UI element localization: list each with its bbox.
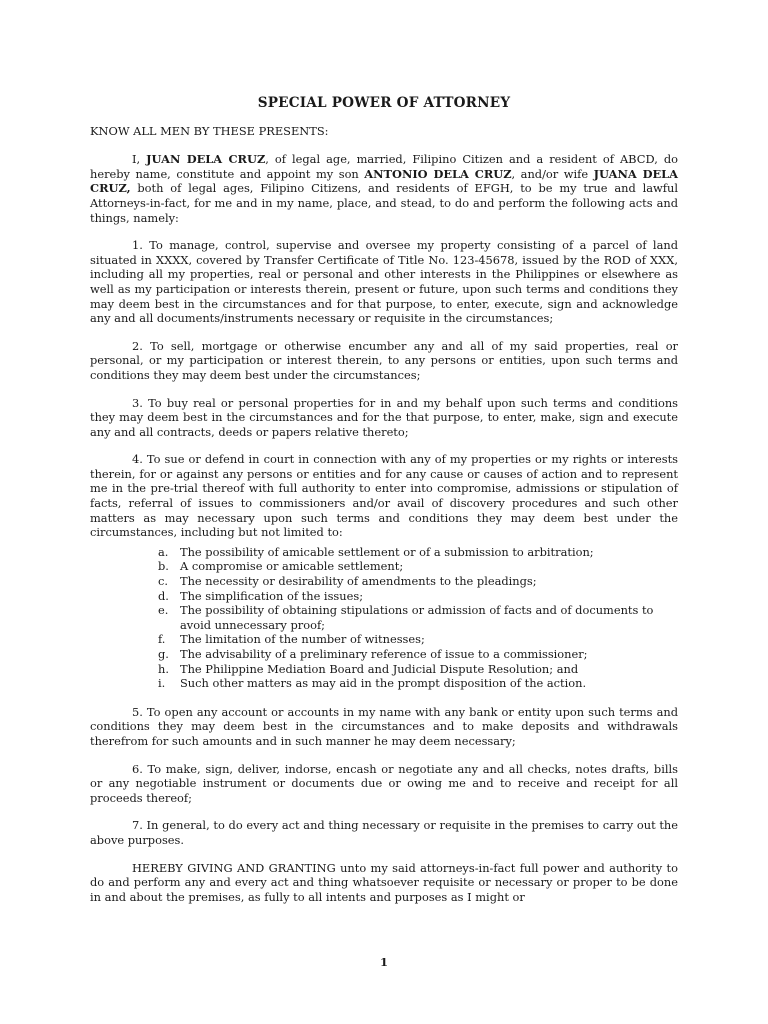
intro-text-2: , of legal age, married, Filipino Citizen and a resident of ABCD, do hereby name, constitute and appoint my son <box>90 152 678 181</box>
list-item-text: The simplification of the issues; <box>180 588 364 603</box>
list-marker: a. <box>158 544 169 559</box>
list-item-text: Such other matters as may aid in the prompt disposition of the action. <box>180 676 587 691</box>
intro-text-4: both of legal ages, Filipino Citizens, and residents of EFGH, to be my true and lawful Attorneys-in-fact, for me and in my name, place, and stead, to do and perform the following acts and things, namely: <box>90 181 678 225</box>
list-item-text: The Philippine Mediation Board and Judicial Dispute Resolution; and <box>180 661 579 676</box>
list-item <box>158 574 678 589</box>
son-name: ANTONIO DELA CRUZ <box>364 166 512 181</box>
list-item <box>158 647 678 662</box>
intro-text-1: I, <box>132 152 147 167</box>
salutation: KNOW ALL MEN BY THESE PRESENTS: <box>90 123 329 138</box>
intro-text-3: , and/or wife <box>511 166 594 181</box>
clause-3: 3. To buy real or personal properties for in and my behalf upon such terms and conditions they may deem best in the circumstances and for the that purpose, to enter, make, sign and execute any and all contracts, deeds or papers relative thereto; <box>90 395 678 439</box>
clause-2: 2. To sell, mortgage or otherwise encumber any and all of my said properties, real or personal, or my participation or interest therein, to any persons or entities, upon such terms and conditions they may deem best under the circumstances; <box>90 338 678 382</box>
list-marker: c. <box>158 574 169 589</box>
list-item-text: The limitation of the number of witnesses; <box>180 632 425 647</box>
clause-6: 6. To make, sign, deliver, indorse, encash or negotiate any and all checks, notes drafts, bills or any negotiable instrument or documents due or owing me and to receive and receipt for all proceeds thereof; <box>90 761 678 805</box>
list-item <box>158 589 678 604</box>
list-item <box>158 603 678 632</box>
page-number: 1 <box>379 955 388 969</box>
list-marker: d. <box>158 588 169 603</box>
pretrial-matters-list <box>90 545 678 691</box>
list-item <box>158 662 678 677</box>
list-item <box>158 676 678 691</box>
wife-name: JUANA DELA CRUZ, <box>90 166 678 196</box>
list-item-text: The possibility of obtaining stipulations or admission of facts and of documents to avoid unnecessary proof; <box>180 603 654 632</box>
list-item-text: The possibility of amicable settlement or of a submission to arbitration; <box>180 544 594 559</box>
list-item <box>158 545 678 560</box>
list-marker: b. <box>158 559 169 574</box>
list-marker: g. <box>158 647 169 661</box>
principal-name: JUAN DELA CRUZ <box>146 152 266 167</box>
clause-4: 4. To sue or defend in court in connection with any of my properties or my rights or interests therein, for or against any persons or entities and for any cause or causes of action and to represent me in the pre-trial thereof with full authority to enter into compromise, admissions or stipulation of facts, referral of issues to commissioners and/or avail of discovery procedures and such other matters as may necessary upon such terms and conditions they may deem best under the circumstances, including but not limited to: <box>90 452 678 540</box>
list-marker: h. <box>158 661 169 676</box>
clause-7: 7. In general, to do every act and thing necessary or requisite in the premises to carry out the above purposes. <box>90 818 678 847</box>
closing-paragraph: HEREBY GIVING AND GRANTING unto my said attorneys-in-fact full power and authority to do and perform any and every act and thing whatsoever requisite or necessary or proper to be done in and about the premises, as fully to all intents and purposes as I might or <box>90 860 678 904</box>
list-item <box>158 559 678 574</box>
document-title: SPECIAL POWER OF ATTORNEY <box>257 95 511 111</box>
clause-5: 5. To open any account or accounts in my name with any bank or entity upon such terms and conditions they may deem best in the circumstances and to make deposits and withdrawals therefrom for such amounts and in such manner he may deem necessary; <box>90 704 678 748</box>
clause-1: 1. To manage, control, supervise and oversee my property consisting of a parcel of land situated in XXXX, covered by Transfer Certificate of Title No. 123-45678, issued by the ROD of XXX, including all my properties, real or personal and other interests in the Philippines or elsewhere as well as my participation or interests therein, present or future, upon such terms and conditions they may deem best in the circumstances and for that purpose, to enter, execute, sign and acknowledge any and all documents/instruments necessary or requisite in the circumstances; <box>90 238 678 326</box>
list-marker: f. <box>158 632 166 647</box>
list-item-text: The necessity or desirability of amendments to the pleadings; <box>180 574 537 589</box>
list-item <box>158 632 678 647</box>
list-marker: e. <box>158 603 169 618</box>
intro-paragraph <box>90 152 678 225</box>
list-marker: i. <box>158 676 166 691</box>
list-item-text: The advisability of a preliminary reference of issue to a commissioner; <box>180 647 588 661</box>
list-item-text: A compromise or amicable settlement; <box>180 559 404 574</box>
